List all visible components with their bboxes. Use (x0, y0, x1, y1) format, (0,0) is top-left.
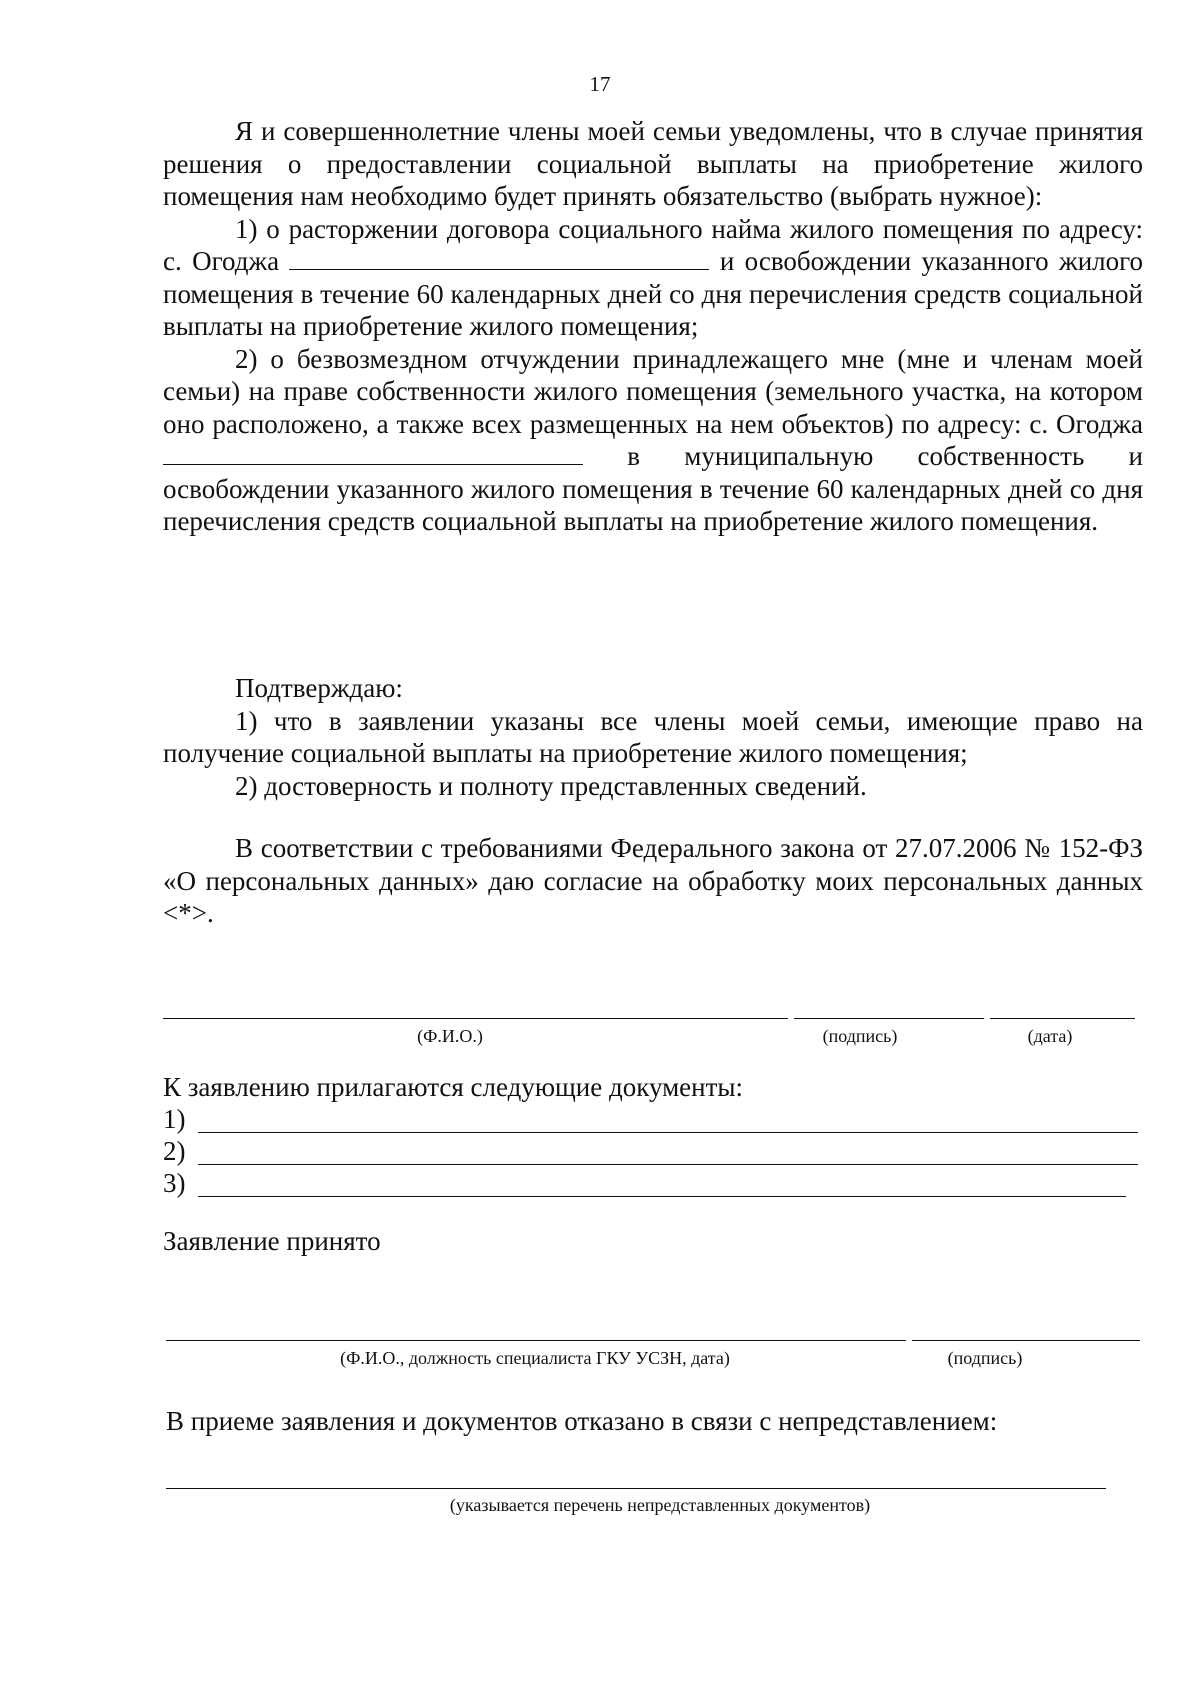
fio-caption: (Ф.И.О.) (417, 1026, 483, 1046)
consent-section (163, 832, 1143, 930)
date-caption: (дата) (1027, 1026, 1073, 1046)
accepted-signature-caption: (подпись) (947, 1348, 1023, 1368)
attachment-item-2: 2) (163, 1136, 186, 1166)
confirm-section (163, 672, 1143, 802)
attachment-item-3: 3) (163, 1168, 186, 1198)
confirm-item-2: 2) достоверность и полноту представленных сведений. (235, 770, 867, 801)
accepted-fio-line (166, 1340, 906, 1341)
date-line (990, 1018, 1135, 1019)
accepted-fio-caption: (Ф.И.О., должность специалиста ГКУ УСЗН, дата) (340, 1348, 730, 1368)
refused-caption: (указывается перечень непредставленных документов) (449, 1495, 871, 1515)
attachments-heading: К заявлению прилагаются следующие документы: (163, 1072, 744, 1102)
accepted-label: Заявление принято (163, 1226, 381, 1256)
notice-item-2-continuation: в муниципальную собственность и освобождении указанного жилого помещения в течение 60 календарных дней со дня перечисления средств социальной выплаты на приобретение жилого помещения. (163, 441, 1144, 536)
notice-intro: Я и совершеннолетние члены моей семьи уведомлены, что в случае принятия решения о предоставлении социальной выплаты на приобретение жилого помещения нам необходимо будет принять обязательство (выбрать нужное): (163, 116, 1143, 211)
notice-item-1-continuation: и освобождении указанного жилого помещения в течение 60 календарных дней со дня перечисления средств социальной выплаты на приобретение жилого помещения; (163, 246, 1144, 341)
accepted-signature-line (912, 1340, 1140, 1341)
page-number: 17 (589, 72, 611, 96)
notice-item-1-text: 1) о расторжении договора социального найма жилого помещения по адресу: с. Огоджа (163, 213, 1143, 276)
notice-item-1 (163, 213, 1143, 343)
confirm-item-1: 1) что в заявлении указаны все члены моей семьи, имеющие право на получение социальной выплаты на приобретение жилого помещения; (163, 705, 1143, 768)
refused-line (166, 1488, 1106, 1489)
signature-caption: (подпись) (822, 1026, 898, 1046)
address-blank-2 (163, 442, 583, 465)
confirm-heading: Подтверждаю: (235, 673, 403, 703)
fio-line (163, 1018, 788, 1019)
refused-label: В приеме заявления и документов отказано в связи с непредставлением: (166, 1406, 998, 1436)
notice-item-2-text: 2) о безвозмездном отчуждении принадлежащего мне (мне и членам моей семьи) на праве собственности жилого помещения (земельного участка, на котором оно расположено, а также всех размещенных на нем объектов) по адресу: с. Огоджа (163, 343, 1143, 439)
attachment-item-1: 1) (163, 1104, 186, 1134)
consent-text: В соответствии с требованиями Федерального закона от 27.07.2006 № 152-ФЗ «О персональных данных» даю согласие на обработку моих персональных данных <*>. (163, 833, 1143, 928)
attachment-line-2 (198, 1164, 1138, 1165)
notice-section (163, 115, 1143, 538)
signature-line (794, 1018, 984, 1019)
attachment-line-3 (198, 1196, 1126, 1197)
attachment-line-1 (198, 1132, 1138, 1133)
address-blank-1 (289, 247, 709, 270)
notice-item-2 (163, 343, 1143, 538)
